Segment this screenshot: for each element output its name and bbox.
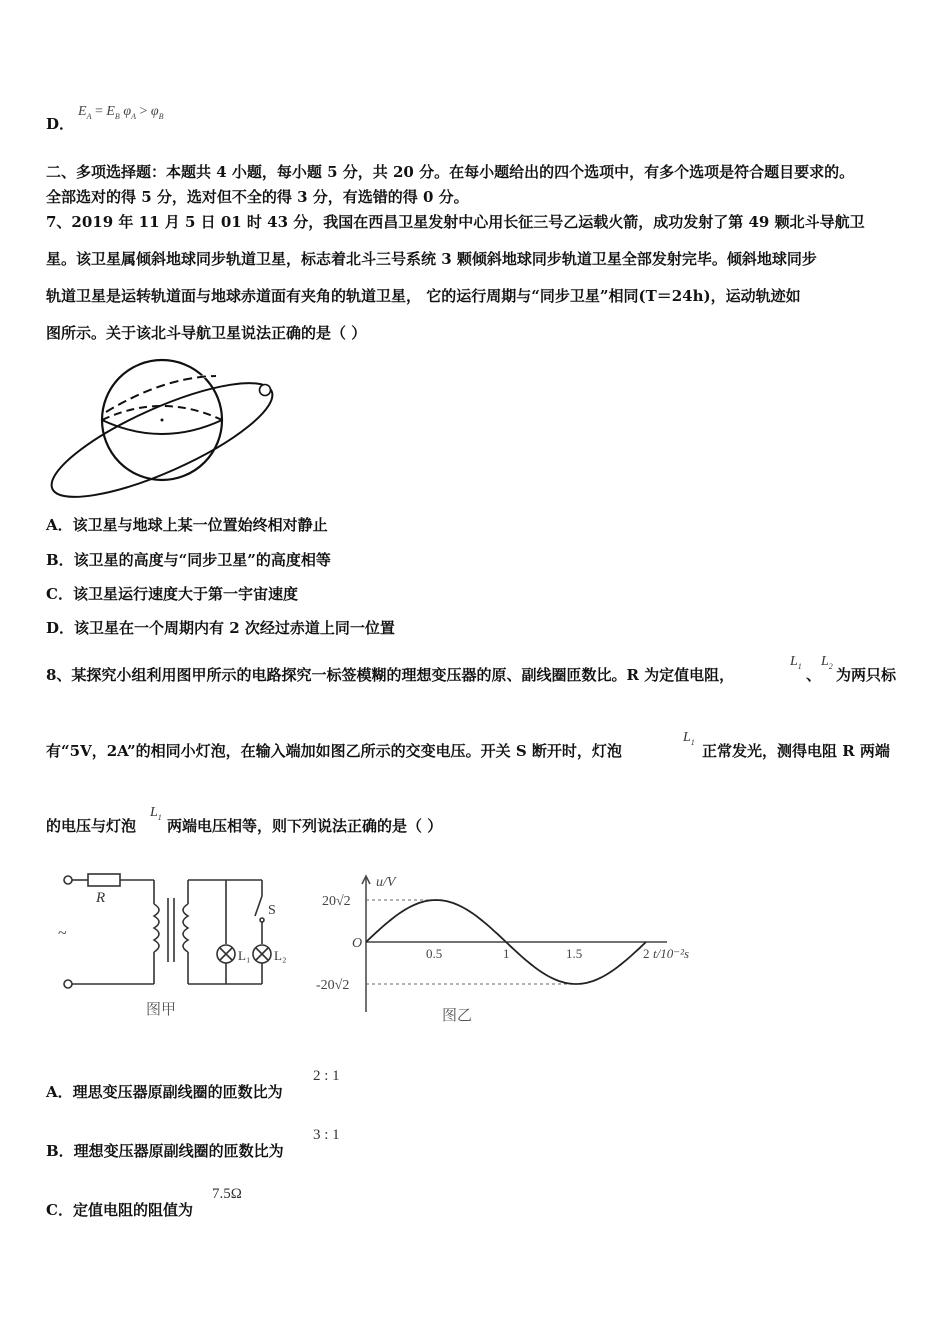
x-axis-label: t/10⁻²s: [653, 946, 690, 961]
L1-symbol-2: $L_1$: [683, 730, 695, 747]
q7-line3: 轨道卫星是运转轨道面与地球赤道面有夹角的轨道卫星， 它的运行周期与“同步卫星”相同(T＝24h)，运动轨迹如: [46, 287, 801, 305]
input-terminal-top: [64, 876, 72, 884]
section2-heading-line1: 二、多项选择题：本题共 4 小题，每小题 5 分，共 20 分。在每小题给出的四个选项中，有多个选项是符合题目要求的。: [46, 163, 855, 181]
label-L2: L₂: [274, 948, 287, 963]
q7-line2: 星。该卫星属倾斜地球同步轨道卫星，标志着北斗三号系统 3 颗倾斜地球同步轨道卫星全部发射完毕。倾斜地球同步: [46, 250, 817, 268]
q8-option-a-ratio: 2 : 1: [313, 1068, 340, 1084]
q8-option-b: B．理想变压器原副线圈的匝数比为: [46, 1142, 284, 1160]
x-tick-label: 1.5: [566, 946, 583, 961]
q8-line1: 8、某探究小组利用图甲所示的电路探究一标签模糊的理想变压器的原、副线圈匝数比。R 为定值电阻，: [46, 666, 735, 684]
q6-option-d-expression: $E_A = E_B$ $\varphi_A > \varphi_B$: [78, 104, 164, 121]
q8-option-b-ratio: 3 : 1: [313, 1127, 340, 1143]
q7-line1: 7、2019 年 11 月 5 日 01 时 43 分，我国在西昌卫星发射中心用长征三号乙运载火箭，成功发射了第 49 颗北斗导航卫: [46, 213, 865, 231]
resistor-R: [88, 874, 120, 886]
L1-symbol-3: $L_1$: [150, 805, 162, 822]
q8-option-c: C．定值电阻的阻值为: [46, 1201, 193, 1219]
origin-label: O: [352, 936, 363, 951]
label-source: ~: [58, 925, 67, 942]
q8-option-c-resistance: 7.5Ω: [212, 1186, 242, 1202]
label-S: S: [268, 903, 276, 918]
q6-option-d: [46, 114, 74, 134]
satellite: [260, 385, 271, 396]
x-tick-label: 1: [503, 946, 510, 961]
q7-orbit-figure: [44, 352, 280, 492]
q8-separator: 、: [806, 666, 822, 684]
circuit-figure-jia: [48, 862, 308, 1024]
input-terminal-bottom: [64, 980, 72, 988]
q8-line3b: 两端电压相等，则下列说法正确的是（ ）: [167, 817, 443, 835]
q7-option-d: D．该卫星在一个周期内有 2 次经过赤道上同一位置: [46, 619, 395, 637]
option-d-label: D．: [46, 115, 75, 133]
y-tick-negative: -20√2: [316, 978, 350, 993]
label-L1: L₁: [238, 948, 251, 963]
caption-jia: 图甲: [146, 1002, 177, 1018]
y-tick-positive: 20√2: [322, 894, 351, 909]
voltage-chart-yi: [312, 872, 690, 1030]
L2-symbol: $L_2$: [821, 654, 833, 671]
q8-line3a: 的电压与灯泡: [46, 817, 137, 835]
x-tick-label: 0.5: [426, 946, 443, 961]
equator-back: [102, 406, 222, 420]
equator-front: [102, 420, 222, 434]
q8-line2a: 有“5V，2A”的相同小灯泡，在输入端加如图乙所示的交变电压。开关 S 断开时，灯泡: [46, 742, 622, 760]
x-tick-label: 2: [643, 946, 650, 961]
switch-S: [255, 896, 262, 916]
primary-coil: [154, 904, 159, 952]
y-axis-label: u/V: [376, 875, 396, 890]
q7-option-b: B．该卫星的高度与“同步卫星”的高度相等: [46, 551, 331, 569]
section2-heading-line2: 全部选对的得 5 分，选对但不全的得 3 分，有选错的得 0 分。: [46, 188, 469, 206]
L1-symbol: $L_1$: [790, 654, 802, 671]
earth-center: [161, 419, 164, 422]
q8-option-a: A．理思变压器原副线圈的匝数比为: [46, 1083, 283, 1101]
q7-option-a: A．该卫星与地球上某一位置始终相对静止: [46, 516, 328, 534]
q8-line2b: 正常发光，测得电阻 R 两端: [702, 742, 890, 760]
q7-line4: 图所示。关于该北斗导航卫星说法正确的是（ ）: [46, 324, 367, 342]
caption-yi: 图乙: [442, 1008, 473, 1024]
secondary-coil: [183, 904, 188, 952]
label-R: R: [96, 890, 106, 906]
q7-option-c: C．该卫星运行速度大于第一宇宙速度: [46, 585, 298, 603]
q8-line1-end: 为两只标: [836, 666, 897, 684]
